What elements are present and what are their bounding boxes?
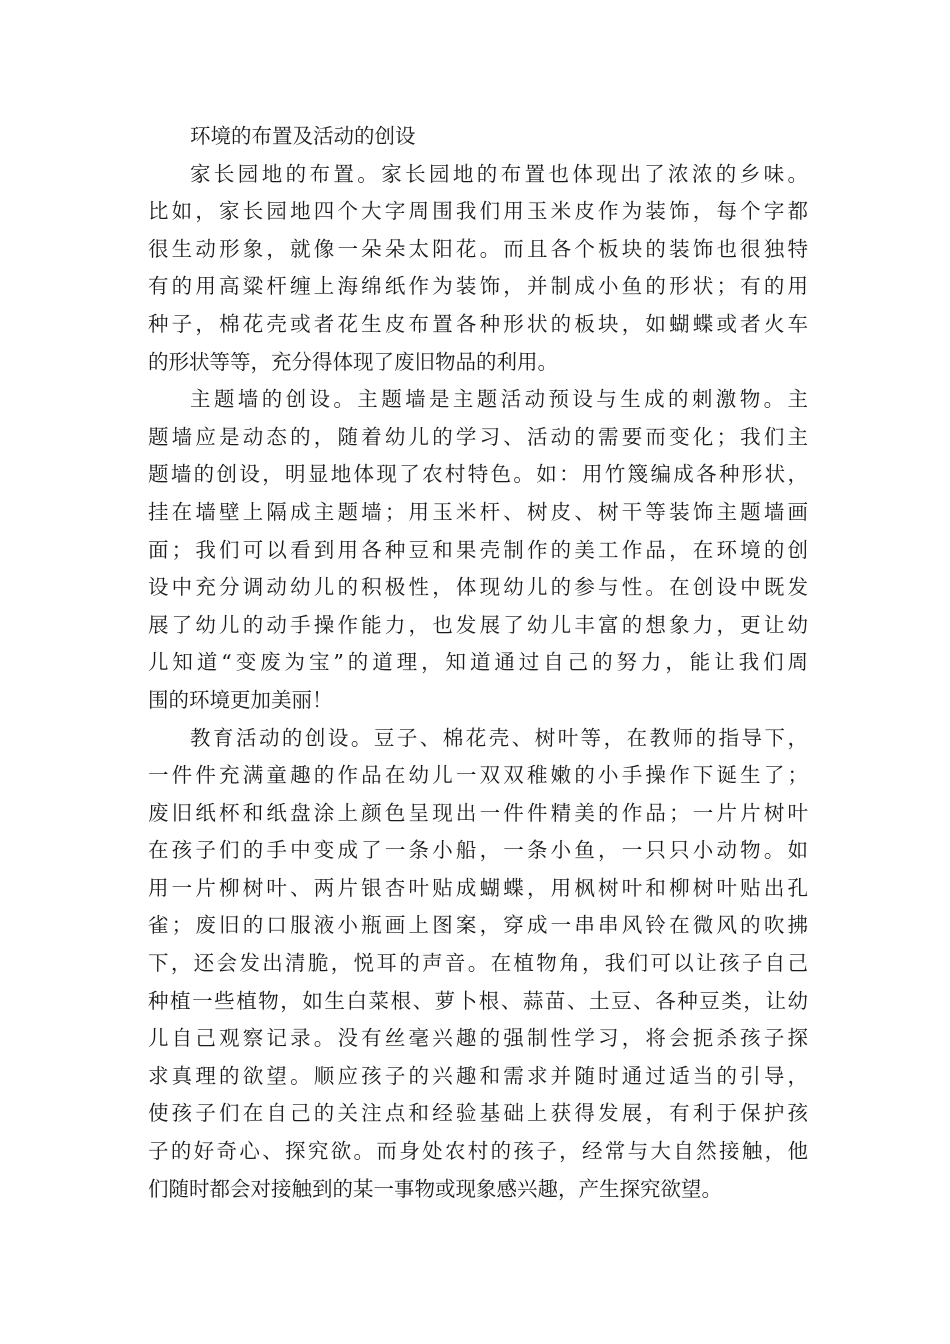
text-line: 用一片柳树叶、两片银杏叶贴成蝴蝶，用枫树叶和柳树叶贴出孔 [148,875,808,900]
text-line: 题墙的创设，明显地体现了农村特色。如：用竹篾编成各种形状， [148,462,808,487]
text-line: 面；我们可以看到用各种豆和果壳制作的美工作品，在环境的创 [148,537,808,562]
text-line: 的形状等等，充分得体现了废旧物品的利用。 [148,349,558,374]
text-line: 挂在墙壁上隔成主题墙；用玉米杆、树皮、树干等装饰主题墙画 [148,499,808,524]
text-line: 儿自己观察记录。没有丝毫兴趣的强制性学习，将会扼杀孩子探 [148,1026,808,1051]
text-line: 很生动形象，就像一朵朵太阳花。而且各个板块的装饰也很独特 [148,236,808,261]
text-line: 使孩子们在自己的关注点和经验基础上获得发展，有利于保护孩 [148,1101,808,1126]
document-page [148,118,808,1208]
text-line: 有的用高粱杆缠上海绵纸作为装饰，并制成小鱼的形状；有的用 [148,274,808,299]
text-line: 教育活动的创设。豆子、棉花壳、树叶等，在教师的指导下， [190,725,808,750]
paragraph-theme-wall [148,381,808,719]
text-line: 废旧纸杯和纸盘涂上颜色呈现出一件件精美的作品；一片片树叶 [148,800,808,825]
text-line: 种植一些植物，如生白菜根、萝卜根、蒜苗、土豆、各种豆类，让幼 [148,988,808,1013]
text-line: 设中充分调动幼儿的积极性，体现幼儿的参与性。在创设中既发 [148,575,808,600]
text-line: 下，还会发出清脆，悦耳的声音。在植物角，我们可以让孩子自己 [148,951,808,976]
text-line: 儿知道“变废为宝”的道理，知道通过自己的努力，能让我们周 [148,650,808,675]
text-line: 家长园地的布置。家长园地的布置也体现出了浓浓的乡味。 [190,161,808,186]
document-body [148,118,808,1208]
section-heading-text: 环境的布置及活动的创设 [190,124,416,148]
text-line: 子的好奇心、探究欲。而身处农村的孩子，经常与大自然接触，他 [148,1139,808,1164]
text-line: 们随时都会对接触到的某一事物或现象感兴趣，产生探究欲望。 [148,1176,722,1201]
section-heading [148,118,808,156]
text-line: 求真理的欲望。顺应孩子的兴趣和需求并随时通过适当的引导， [148,1063,808,1088]
text-line: 比如，家长园地四个大字周围我们用玉米皮作为装饰，每个字都 [148,199,808,224]
text-line: 雀；废旧的口服液小瓶画上图案，穿成一串串风铃在微风的吹拂 [148,913,808,938]
paragraph-parent-garden [148,156,808,382]
text-line: 围的环境更加美丽！ [148,687,333,712]
text-line: 展了幼儿的动手操作能力，也发展了幼儿丰富的想象力，更让幼 [148,612,808,637]
text-line: 种子，棉花壳或者花生皮布置各种形状的板块，如蝴蝶或者火车 [148,311,808,336]
text-line: 主题墙的创设。主题墙是主题活动预设与生成的刺激物。主 [190,387,808,412]
text-line: 在孩子们的手中变成了一条小船，一条小鱼，一只只小动物。如 [148,838,808,863]
text-line: 题墙应是动态的，随着幼儿的学习、活动的需要而变化；我们主 [148,424,808,449]
paragraph-education-activities [148,720,808,1209]
text-line: 一件件充满童趣的作品在幼儿一双双稚嫩的小手操作下诞生了； [148,763,808,788]
